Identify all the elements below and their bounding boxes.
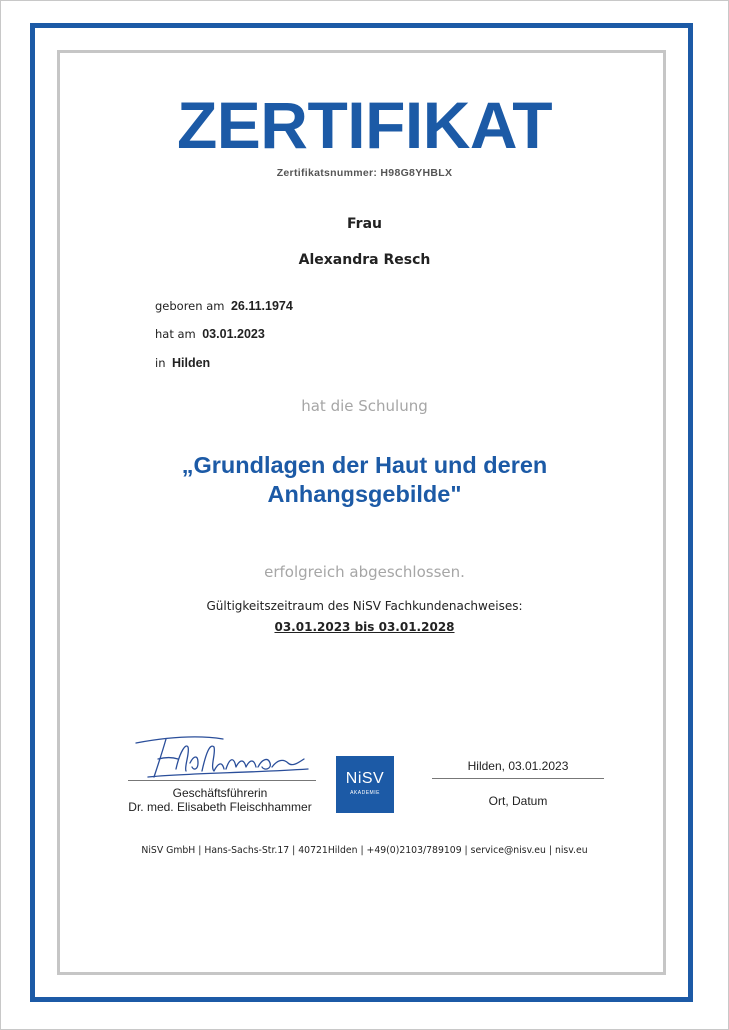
course-title-line-1: „Grundlagen der Haut und deren [181,452,548,478]
signatory-name: Dr. med. Elisabeth Fleischhammer [128,800,312,814]
place-date-line [432,778,604,779]
intro-text: hat die Schulung [301,397,428,415]
salutation: Frau [347,216,382,232]
birth-date-label: geboren am [155,299,225,313]
place-date-caption: Ort, Datum [488,794,548,808]
certificate-title: ZERTIFIKAT [176,88,553,162]
course-place-label: in [155,356,166,370]
inner-frame [57,50,666,975]
logo-wordmark: NiSV [345,770,385,787]
birth-date-value: 26.11.1974 [230,299,293,313]
course-place-value: Hilden [171,356,211,370]
birth-date-line [155,299,293,313]
recipient-name: Alexandra Resch [298,252,431,268]
validity-range: 03.01.2023 bis 03.01.2028 [274,620,455,634]
course-date-value: 03.01.2023 [202,327,265,341]
course-title-line-2: Anhangsgebilde" [267,481,462,507]
place-date-value: Hilden, 03.01.2023 [467,759,569,773]
logo-subtitle: AKADEMIE [350,790,380,796]
course-title [0,451,729,509]
footer-contact: NiSV GmbH | Hans-Sachs-Str.17 | 40721Hilden | +49(0)2103/789109 | service@nisv.eu | nisv.eu [141,845,588,856]
signatory-role: Geschäftsführerin [172,786,268,800]
certificate-number: Zertifikatsnummer: H98G8YHBLX [276,167,453,179]
validity-label: Gültigkeitszeitraum des NiSV Fachkundenachweises: [206,599,523,613]
course-date-label: hat am [155,327,196,341]
course-date-line [155,327,265,341]
handwritten-signature [128,733,318,783]
completion-text: erfolgreich abgeschlossen. [264,563,465,581]
nisv-logo [336,756,394,813]
signature-line [128,780,316,781]
course-place-line [155,356,210,370]
